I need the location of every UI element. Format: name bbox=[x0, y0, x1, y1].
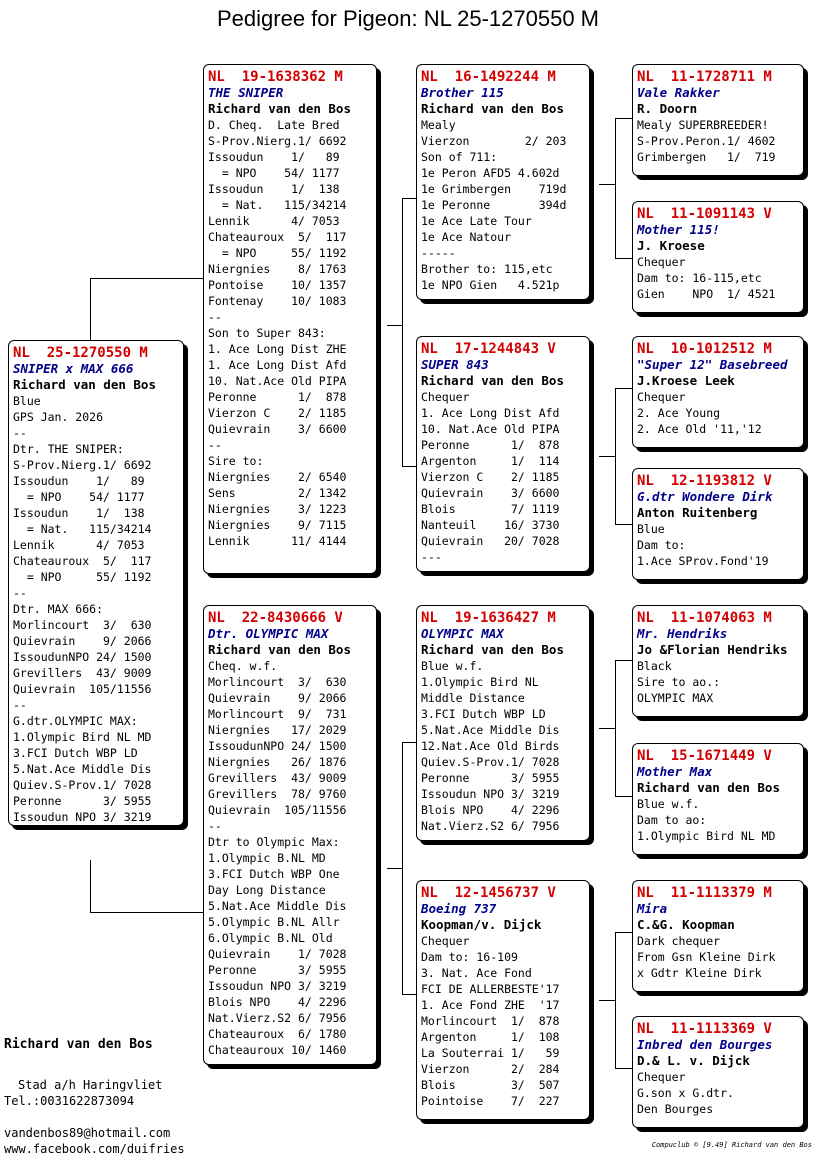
result-line: Chequer bbox=[421, 390, 470, 404]
result-line: D. Cheq. Late Bred bbox=[208, 118, 340, 132]
result-line: Nat.Vierz.S2 6/ 7956 bbox=[208, 1011, 347, 1025]
result-line: Issoudun 1/ 138 bbox=[13, 506, 145, 520]
result-line: From Gsn Kleine Dirk bbox=[637, 950, 776, 964]
pigeon-name: Mira bbox=[637, 901, 668, 916]
result-line: Dark chequer bbox=[637, 934, 721, 948]
result-line: = NPO 55/ 1192 bbox=[13, 570, 152, 584]
connector-line bbox=[402, 742, 403, 994]
owner-name: R. Doorn bbox=[637, 101, 698, 116]
result-line: Quievrain 9/ 2066 bbox=[13, 634, 152, 648]
result-line: 1.Ace SProv.Fond'19 bbox=[637, 554, 769, 568]
result-line: -- bbox=[13, 586, 27, 600]
result-line: Blois 7/ 1119 bbox=[421, 502, 560, 516]
connector-line bbox=[615, 118, 616, 258]
ring-number: NL 11-1113369 V bbox=[637, 1021, 772, 1037]
result-line: Chateauroux 5/ 117 bbox=[13, 554, 152, 568]
result-line: 12.Nat.Ace Old Birds bbox=[421, 739, 560, 753]
result-line: 1. Ace Long Dist Afd bbox=[208, 358, 347, 372]
owner-name: Richard van den Bos bbox=[421, 642, 564, 657]
pigeon-card-dam-dam bbox=[416, 880, 590, 1120]
ring-number: NL 15-1671449 V bbox=[637, 748, 772, 764]
result-line: 1e Peronne 394d bbox=[421, 198, 567, 212]
result-line: 10. Nat.Ace Old PIPA bbox=[208, 374, 347, 388]
connector-line bbox=[599, 184, 615, 185]
result-line: Blois 3/ 507 bbox=[421, 1078, 560, 1092]
result-line: Blois NPO 4/ 2296 bbox=[208, 995, 347, 1009]
ring-number: NL 16-1492244 M bbox=[421, 69, 556, 85]
result-line: Peronne 1/ 878 bbox=[208, 390, 347, 404]
result-line: Son of 711: bbox=[421, 150, 498, 164]
breeder-address: Stad a/h Haringvliet bbox=[18, 1078, 163, 1092]
connector-line bbox=[615, 796, 632, 797]
connector-line bbox=[615, 932, 616, 1068]
result-line: 10. Nat.Ace Old PIPA bbox=[421, 422, 560, 436]
result-line: 1. Ace Fond ZHE '17 bbox=[421, 998, 560, 1012]
owner-name: Anton Ruitenberg bbox=[637, 505, 758, 520]
result-line: Pontoise 10/ 1357 bbox=[208, 278, 347, 292]
owner-name: Richard van den Bos bbox=[637, 780, 780, 795]
ring-number: NL 25-1270550 M bbox=[13, 345, 148, 361]
result-line: IssoudunNPO 24/ 1500 bbox=[208, 739, 347, 753]
result-line: 5.Nat.Ace Middle Dis bbox=[208, 899, 347, 913]
result-line: Lennik 11/ 4144 bbox=[208, 534, 347, 548]
result-line: -- bbox=[13, 426, 27, 440]
result-line: 1e Ace Natour bbox=[421, 230, 512, 244]
owner-name: J.Kroese Leek bbox=[637, 373, 735, 388]
result-line: Morlincourt 1/ 878 bbox=[421, 1014, 560, 1028]
result-line: Blue bbox=[13, 394, 41, 408]
result-line: 1e NPO Gien 4.521p bbox=[421, 278, 560, 292]
connector-line bbox=[615, 118, 632, 119]
software-credit: Compuclub © [9.49] Richard van den Bos bbox=[651, 1141, 812, 1149]
connector-line bbox=[402, 466, 417, 467]
result-line: Chequer bbox=[421, 934, 470, 948]
pigeon-card-sire-dam bbox=[416, 336, 590, 572]
result-line: 1. Ace Long Dist ZHE bbox=[208, 342, 347, 356]
result-line: Quievrain 9/ 2066 bbox=[208, 691, 347, 705]
pigeon-name: OLYMPIC MAX bbox=[421, 626, 504, 641]
result-line: 3. Nat. Ace Fond bbox=[421, 966, 532, 980]
pigeon-card-ssd bbox=[632, 201, 804, 313]
result-line: = NPO 54/ 1177 bbox=[13, 490, 145, 504]
result-line: Cheq. w.f. bbox=[208, 659, 278, 673]
result-line: Lennik 4/ 7053 bbox=[208, 214, 340, 228]
result-line: Niergnies 2/ 6540 bbox=[208, 470, 347, 484]
ring-number: NL 11-1113379 M bbox=[637, 885, 772, 901]
connector-line bbox=[90, 278, 91, 340]
result-line: Brother to: 115,etc bbox=[421, 262, 553, 276]
pigeon-card-dam bbox=[203, 605, 377, 1065]
result-line: Niergnies 17/ 2029 bbox=[208, 723, 347, 737]
connector-line bbox=[387, 325, 402, 326]
result-line: Vierzon C 2/ 1185 bbox=[421, 470, 560, 484]
result-line: 1e Grimbergen 719d bbox=[421, 182, 567, 196]
connector-line bbox=[615, 524, 632, 525]
result-line: Grimbergen 1/ 719 bbox=[637, 150, 776, 164]
result-line: Morlincourt 9/ 731 bbox=[208, 707, 347, 721]
owner-name: Richard van den Bos bbox=[208, 101, 351, 116]
result-line: Chateauroux 10/ 1460 bbox=[208, 1043, 347, 1057]
result-line: Grevillers 78/ 9760 bbox=[208, 787, 347, 801]
result-line: Issoudun 1/ 89 bbox=[208, 150, 340, 164]
result-line: G.dtr.OLYMPIC MAX: bbox=[13, 714, 138, 728]
result-line: Quiev.S-Prov.1/ 7028 bbox=[13, 778, 152, 792]
result-line: = NPO 55/ 1192 bbox=[208, 246, 347, 260]
result-line: Niergnies 26/ 1876 bbox=[208, 755, 347, 769]
result-line: Chateauroux 5/ 117 bbox=[208, 230, 347, 244]
result-line: G.son x G.dtr. bbox=[637, 1086, 734, 1100]
result-line: La Souterrai 1/ 59 bbox=[421, 1046, 560, 1060]
result-line: Chequer bbox=[637, 390, 686, 404]
result-line: Issoudun NPO 3/ 3219 bbox=[208, 979, 347, 993]
result-line: Lennik 4/ 7053 bbox=[13, 538, 145, 552]
result-line: Son to Super 843: bbox=[208, 326, 326, 340]
result-line: Quievrain 3/ 6600 bbox=[208, 422, 347, 436]
result-line: Peronne 1/ 878 bbox=[421, 438, 560, 452]
owner-name: Richard van den Bos bbox=[208, 642, 351, 657]
connector-line bbox=[599, 1000, 615, 1001]
result-line: Quievrain 3/ 6600 bbox=[421, 486, 560, 500]
breeder-website: www.facebook.com/duifries bbox=[4, 1142, 185, 1156]
ring-number: NL 11-1728711 M bbox=[637, 69, 772, 85]
result-line: Fontenay 10/ 1083 bbox=[208, 294, 347, 308]
connector-line bbox=[402, 198, 417, 199]
breeder-email: vandenbos89@hotmail.com bbox=[4, 1126, 171, 1140]
result-line: Issoudun NPO 3/ 3219 bbox=[13, 810, 152, 824]
result-line: Chequer bbox=[637, 255, 686, 269]
result-line: Chequer bbox=[637, 1070, 686, 1084]
result-line: 1.Olympic Bird NL MD bbox=[637, 829, 776, 843]
result-line: Peronne 3/ 5955 bbox=[208, 963, 347, 977]
result-line: ----- bbox=[421, 246, 456, 260]
result-line: Morlincourt 3/ 630 bbox=[208, 675, 347, 689]
pigeon-card-dsd bbox=[632, 743, 804, 855]
pigeon-card-subject bbox=[8, 340, 184, 826]
result-line: Blue w.f. bbox=[421, 659, 484, 673]
result-line: Vierzon C 2/ 1185 bbox=[208, 406, 347, 420]
result-line: FCI DE ALLERBESTE'17 bbox=[421, 982, 560, 996]
result-line: 3.FCI Dutch WBP LD bbox=[13, 746, 138, 760]
result-line: Pointoise 7/ 227 bbox=[421, 1094, 560, 1108]
owner-name: Richard van den Bos bbox=[421, 373, 564, 388]
connector-line bbox=[402, 198, 403, 466]
breeder-name: Richard van den Bos bbox=[4, 1037, 153, 1052]
result-line: Quiev.S-Prov.1/ 7028 bbox=[421, 755, 560, 769]
connector-line bbox=[599, 728, 615, 729]
result-line: 1. Ace Long Dist Afd bbox=[421, 406, 560, 420]
ring-number: NL 11-1091143 V bbox=[637, 206, 772, 222]
pigeon-card-dss bbox=[632, 605, 804, 717]
result-line: Black bbox=[637, 659, 672, 673]
result-line: S-Prov.Nierg.1/ 6692 bbox=[13, 458, 152, 472]
result-line: Dam to: 16-115,etc bbox=[637, 271, 762, 285]
ring-number: NL 11-1074063 M bbox=[637, 610, 772, 626]
connector-line bbox=[402, 742, 417, 743]
result-line: = Nat. 115/34214 bbox=[208, 198, 347, 212]
pigeon-card-dds bbox=[632, 880, 804, 992]
result-line: Dtr. MAX 666: bbox=[13, 602, 104, 616]
result-line: Argenton 1/ 108 bbox=[421, 1030, 560, 1044]
result-line: Vierzon 2/ 284 bbox=[421, 1062, 560, 1076]
owner-name: Jo &Florian Hendriks bbox=[637, 642, 788, 657]
result-line: Niergnies 9/ 7115 bbox=[208, 518, 347, 532]
result-line: 1.Olympic Bird NL bbox=[421, 675, 539, 689]
result-line: 6.Olympic B.NL Old bbox=[208, 931, 333, 945]
result-line: Grevillers 43/ 9009 bbox=[208, 771, 347, 785]
pigeon-card-ddd bbox=[632, 1016, 804, 1128]
result-line: 1.Olympic Bird NL MD bbox=[13, 730, 152, 744]
result-line: -- bbox=[208, 310, 222, 324]
pigeon-name: Mother 115! bbox=[637, 222, 720, 237]
connector-line bbox=[615, 1068, 632, 1069]
pigeon-name: Mother Max bbox=[637, 764, 713, 779]
result-line: Sire to: bbox=[208, 454, 264, 468]
result-line: Issoudun 1/ 89 bbox=[13, 474, 145, 488]
result-line: Nanteuil 16/ 3730 bbox=[421, 518, 560, 532]
result-line: 1e Peron AFD5 4.602d bbox=[421, 166, 560, 180]
result-line: Chateauroux 6/ 1780 bbox=[208, 1027, 347, 1041]
result-line: Grevillers 43/ 9009 bbox=[13, 666, 152, 680]
result-line: Dam to: bbox=[637, 538, 686, 552]
connector-line bbox=[90, 912, 204, 913]
result-line: Middle Distance bbox=[421, 691, 525, 705]
result-line: 1e Ace Late Tour bbox=[421, 214, 532, 228]
pigeon-card-sire bbox=[203, 64, 377, 574]
pigeon-name: SNIPER x MAX 666 bbox=[13, 361, 134, 376]
result-line: Issoudun NPO 3/ 3219 bbox=[421, 787, 560, 801]
result-line: Argenton 1/ 114 bbox=[421, 454, 560, 468]
result-line: OLYMPIC MAX bbox=[637, 691, 714, 705]
result-line: Den Bourges bbox=[637, 1102, 714, 1116]
page-title: Pedigree for Pigeon: NL 25-1270550 M bbox=[217, 6, 599, 31]
result-line: Quievrain 20/ 7028 bbox=[421, 534, 560, 548]
ring-number: NL 12-1456737 V bbox=[421, 885, 556, 901]
connector-line bbox=[615, 660, 632, 661]
result-line: Dam to: 16-109 bbox=[421, 950, 518, 964]
connector-line bbox=[615, 388, 616, 524]
pigeon-name: G.dtr Wondere Dirk bbox=[637, 489, 773, 504]
result-line: Issoudun 1/ 138 bbox=[208, 182, 340, 196]
result-line: Mealy SUPERBREEDER! bbox=[637, 118, 769, 132]
result-line: -- bbox=[208, 819, 222, 833]
result-line: Niergnies 8/ 1763 bbox=[208, 262, 347, 276]
result-line: 5.Nat.Ace Middle Dis bbox=[13, 762, 152, 776]
result-line: 3.FCI Dutch WBP One bbox=[208, 867, 340, 881]
owner-name: J. Kroese bbox=[637, 238, 705, 253]
result-line: -- bbox=[13, 698, 27, 712]
pigeon-card-dam-sire bbox=[416, 605, 590, 841]
pigeon-card-sire-sire bbox=[416, 64, 590, 300]
connector-line bbox=[387, 868, 402, 869]
result-line: Morlincourt 3/ 630 bbox=[13, 618, 152, 632]
pigeon-name: THE SNIPER bbox=[208, 85, 284, 100]
pigeon-name: Vale Rakker bbox=[637, 85, 720, 100]
result-line: 5.Nat.Ace Middle Dis bbox=[421, 723, 560, 737]
connector-line bbox=[402, 994, 417, 995]
result-line: S-Prov.Nierg.1/ 6692 bbox=[208, 134, 347, 148]
ring-number: NL 17-1244843 V bbox=[421, 341, 556, 357]
pigeon-card-sss bbox=[632, 64, 804, 176]
result-line: --- bbox=[421, 550, 442, 564]
pigeon-name: Brother 115 bbox=[421, 85, 504, 100]
connector-line bbox=[615, 932, 632, 933]
result-line: Mealy bbox=[421, 118, 456, 132]
result-line: 2. Ace Old '11,'12 bbox=[637, 422, 762, 436]
result-line: IssoudunNPO 24/ 1500 bbox=[13, 650, 152, 664]
pigeon-name: SUPER 843 bbox=[421, 357, 489, 372]
connector-line bbox=[615, 388, 632, 389]
result-line: x Gdtr Kleine Dirk bbox=[637, 966, 762, 980]
result-line: = Nat. 115/34214 bbox=[13, 522, 152, 536]
result-line: -- bbox=[208, 438, 222, 452]
pigeon-card-sdd bbox=[632, 468, 804, 580]
owner-name: D.& L. v. Dijck bbox=[637, 1053, 750, 1068]
result-line: Peronne 3/ 5955 bbox=[421, 771, 560, 785]
result-line: 5.Olympic B.NL Allr bbox=[208, 915, 340, 929]
connector-line bbox=[615, 258, 632, 259]
pigeon-card-sds bbox=[632, 336, 804, 448]
ring-number: NL 10-1012512 M bbox=[637, 341, 772, 357]
result-line: Sire to ao.: bbox=[637, 675, 721, 689]
owner-name: Richard van den Bos bbox=[13, 377, 156, 392]
breeder-phone: Tel.:0031622873094 bbox=[4, 1094, 135, 1108]
pigeon-name: Boeing 737 bbox=[421, 901, 497, 916]
connector-line bbox=[599, 456, 615, 457]
result-line: Dtr. THE SNIPER: bbox=[13, 442, 124, 456]
result-line: Dam to ao: bbox=[637, 813, 707, 827]
result-line: Peronne 3/ 5955 bbox=[13, 794, 152, 808]
pigeon-name: Mr. Hendriks bbox=[637, 626, 728, 641]
connector-line bbox=[90, 278, 204, 279]
result-line: Niergnies 3/ 1223 bbox=[208, 502, 347, 516]
result-line: 3.FCI Dutch WBP LD bbox=[421, 707, 546, 721]
ring-number: NL 19-1638362 M bbox=[208, 69, 343, 85]
result-line: Dtr to Olympic Max: bbox=[208, 835, 340, 849]
result-line: Quievrain 1/ 7028 bbox=[208, 947, 347, 961]
result-line: Blois NPO 4/ 2296 bbox=[421, 803, 560, 817]
result-line: 2. Ace Young bbox=[637, 406, 721, 420]
result-line: 1.Olympic B.NL MD bbox=[208, 851, 326, 865]
owner-name: Richard van den Bos bbox=[421, 101, 564, 116]
connector-line bbox=[615, 660, 616, 796]
result-line: Blue bbox=[637, 522, 665, 536]
result-line: Blue w.f. bbox=[637, 797, 700, 811]
pigeon-name: Inbred den Bourges bbox=[637, 1037, 773, 1052]
owner-name: C.&G. Koopman bbox=[637, 917, 735, 932]
result-line: Nat.Vierz.S2 6/ 7956 bbox=[421, 819, 560, 833]
result-line: GPS Jan. 2026 bbox=[13, 410, 104, 424]
owner-name: Koopman/v. Dijck bbox=[421, 917, 542, 932]
ring-number: NL 12-1193812 V bbox=[637, 473, 772, 489]
result-line: Quievrain 105/11556 bbox=[208, 803, 347, 817]
ring-number: NL 22-8430666 V bbox=[208, 610, 343, 626]
result-line: Sens 2/ 1342 bbox=[208, 486, 347, 500]
pigeon-name: "Super 12" Basebreed bbox=[637, 357, 788, 372]
result-line: Day Long Distance bbox=[208, 883, 326, 897]
pigeon-name: Dtr. OLYMPIC MAX bbox=[208, 626, 329, 641]
result-line: Gien NPO 1/ 4521 bbox=[637, 287, 776, 301]
result-line: Vierzon 2/ 203 bbox=[421, 134, 567, 148]
result-line: = NPO 54/ 1177 bbox=[208, 166, 340, 180]
result-line: Quievrain 105/11556 bbox=[13, 682, 152, 696]
result-line: S-Prov.Peron.1/ 4602 bbox=[637, 134, 776, 148]
connector-line bbox=[90, 860, 91, 912]
ring-number: NL 19-1636427 M bbox=[421, 610, 556, 626]
